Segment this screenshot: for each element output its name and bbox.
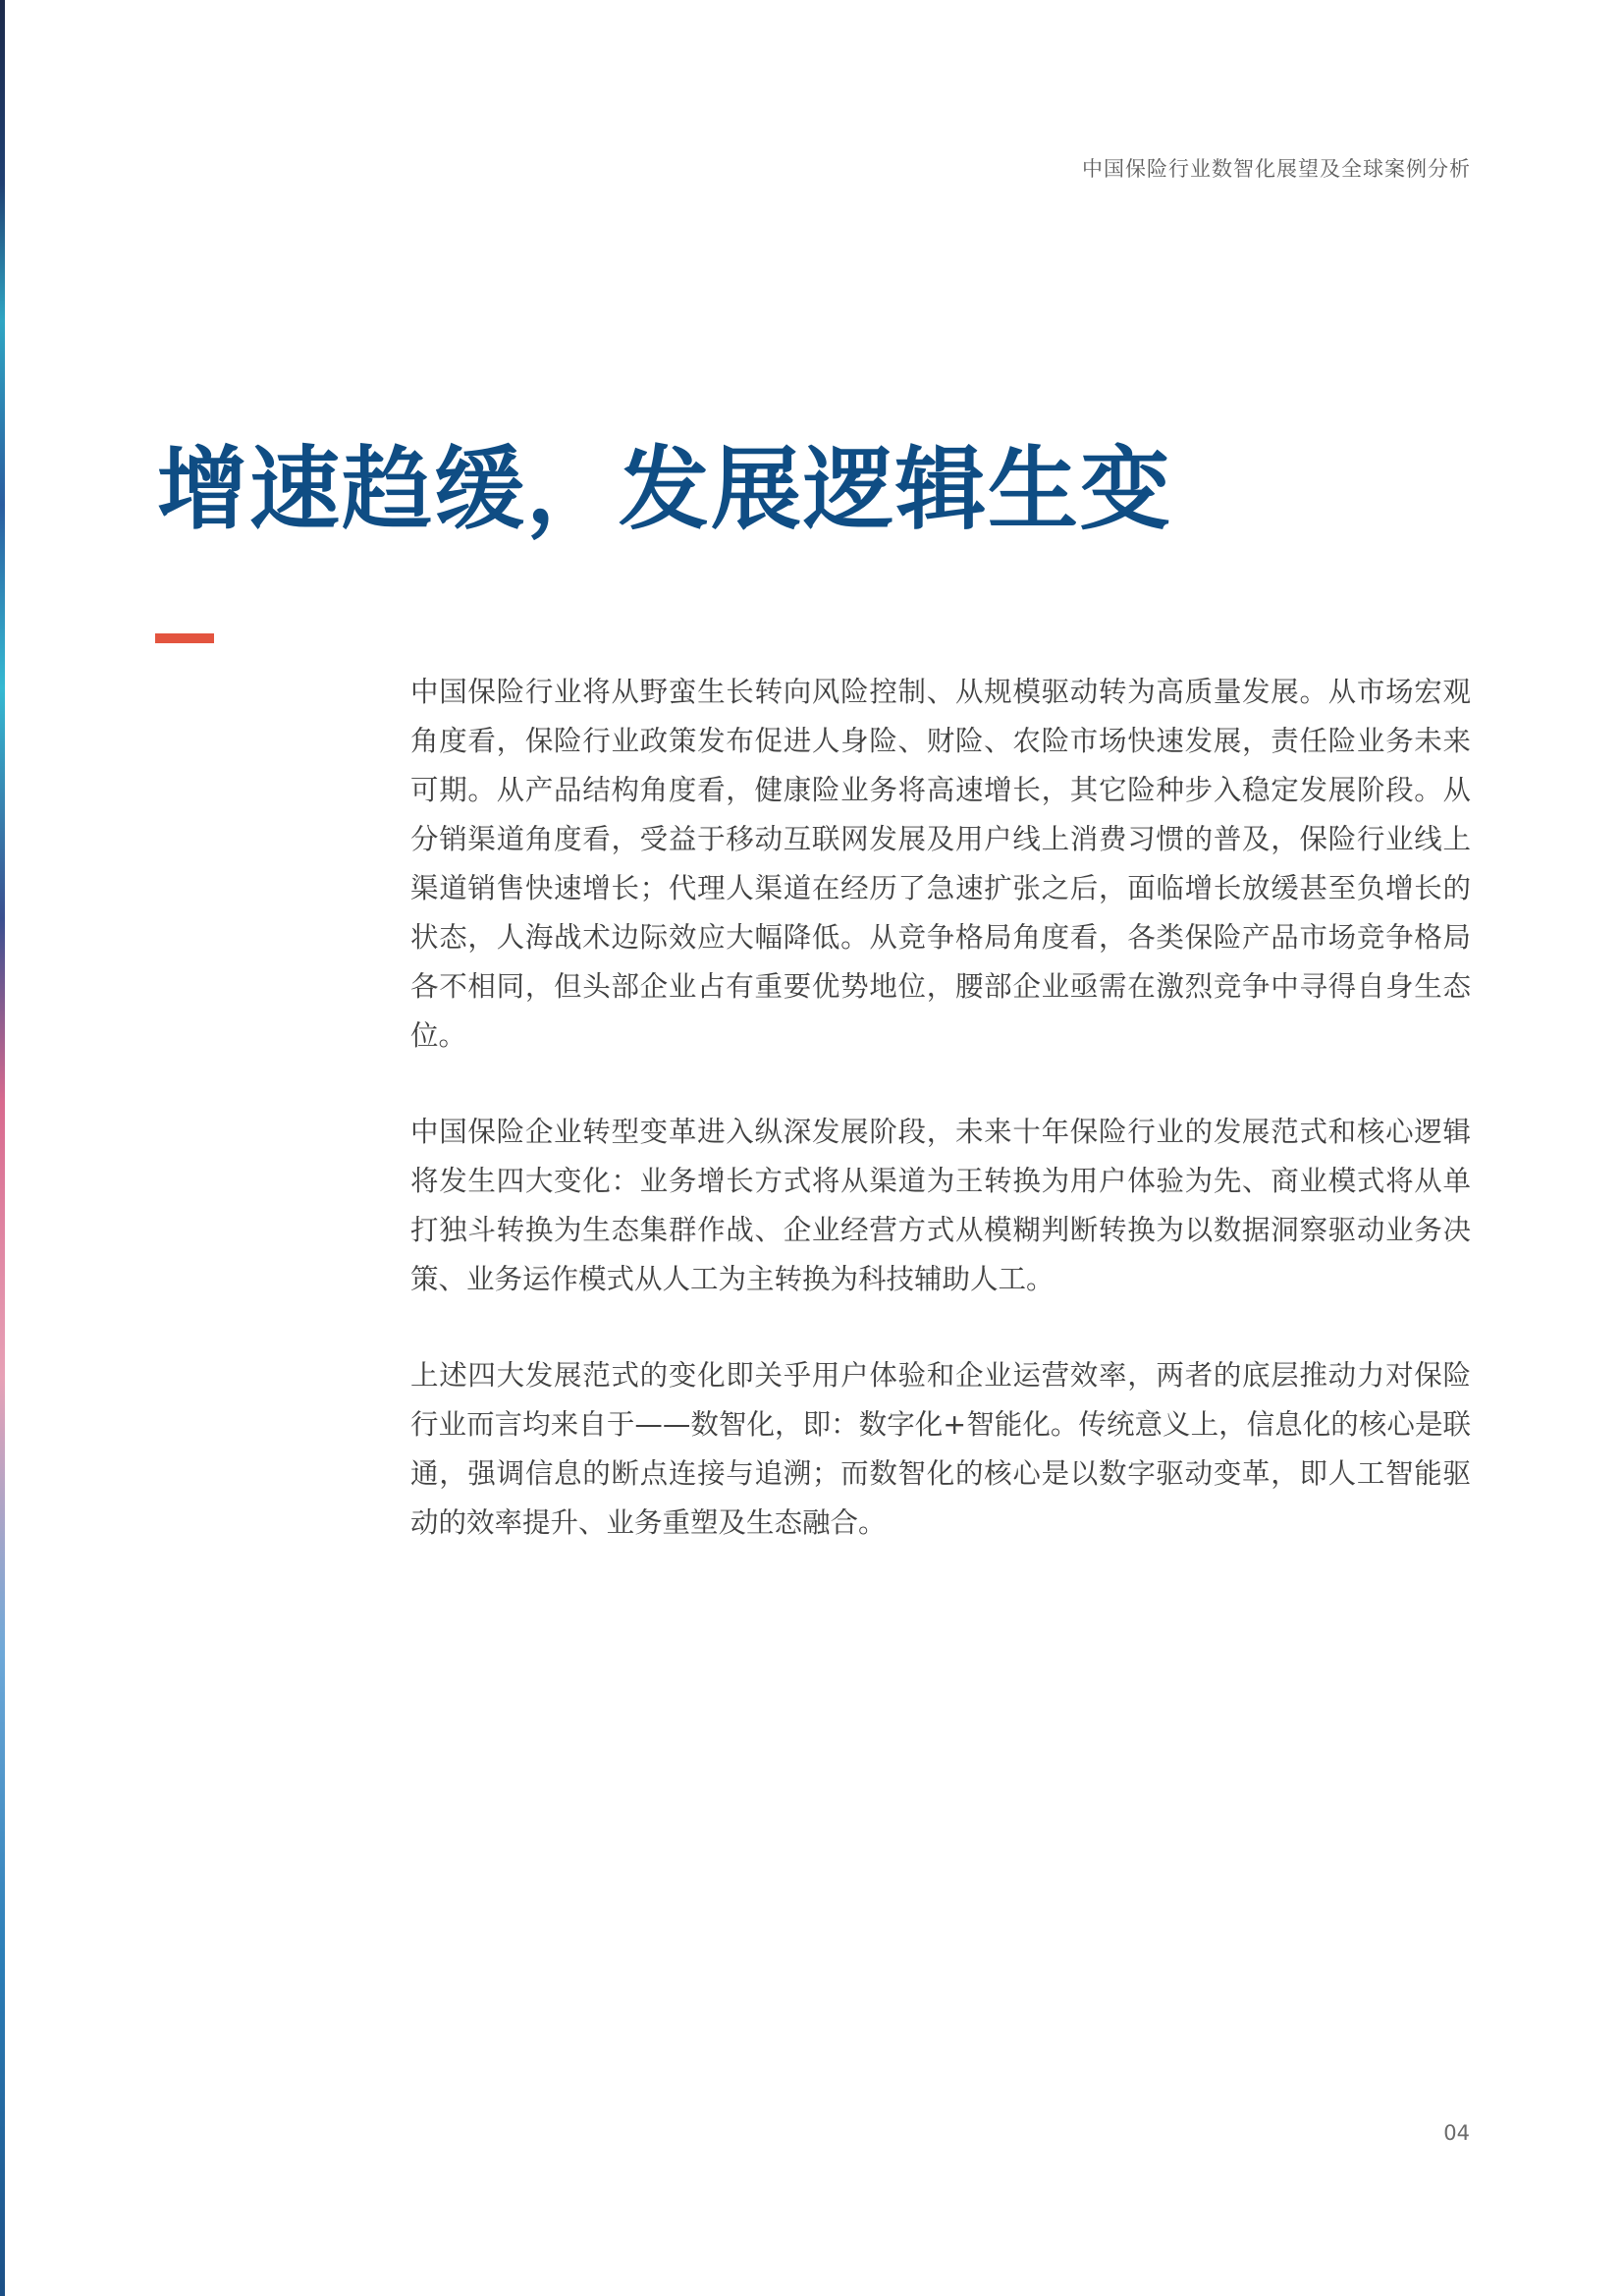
paragraph-3: 上述四大发展范式的变化即关乎用户体验和企业运营效率，两者的底层推动力对保险行业而言均来自于——数智化，即：数字化+智能化。传统意义上，信息化的核心是联通，强调信息的断点连接与追溯；而数智化的核心是以数字驱动变革，即人工智能驱动的效率提升、业务重塑及生态融合。 [410, 1359, 1471, 1539]
paragraph-1: 中国保险行业将从野蛮生长转向风险控制、从规模驱动转为高质量发展。从市场宏观角度看，保险行业政策发布促进人身险、财险、农险市场快速发展，责任险业务未来可期。从产品结构角度看，健康险业务将高速增长，其它险种步入稳定发展阶段。从分销渠道角度看，受益于移动互联网发展及用户线上消费习惯的普及，保险行业线上渠道销售快速增长；代理人渠道在经历了急速扩张之后，面临增长放缓甚至负增长的状态，人海战术边际效应大幅降低。从竞争格局角度看，各类保险产品市场竞争格局各不相同，但头部企业占有重要优势地位，腰部企业亟需在激烈竞争中寻得自身生态位。 [410, 676, 1471, 1052]
page-title: 增速趋缓，发展逻辑生变 [157, 437, 1173, 542]
body-text [410, 668, 1471, 1595]
paragraph-2: 中国保险企业转型变革进入纵深发展阶段，未来十年保险行业的发展范式和核心逻辑将发生四大变化：业务增长方式将从渠道为王转换为用户体验为先、商业模式将从单打独斗转换为生态集群作战、企业经营方式从模糊判断转换为以数据洞察驱动业务决策、业务运作模式从人工为主转换为科技辅助人工。 [410, 1116, 1471, 1295]
decorative-edge-strip [0, 0, 5, 2296]
running-header: 中国保险行业数智化展望及全球案例分析 [1082, 157, 1471, 181]
page-number: 04 [1443, 2121, 1470, 2145]
accent-bar [155, 633, 214, 643]
